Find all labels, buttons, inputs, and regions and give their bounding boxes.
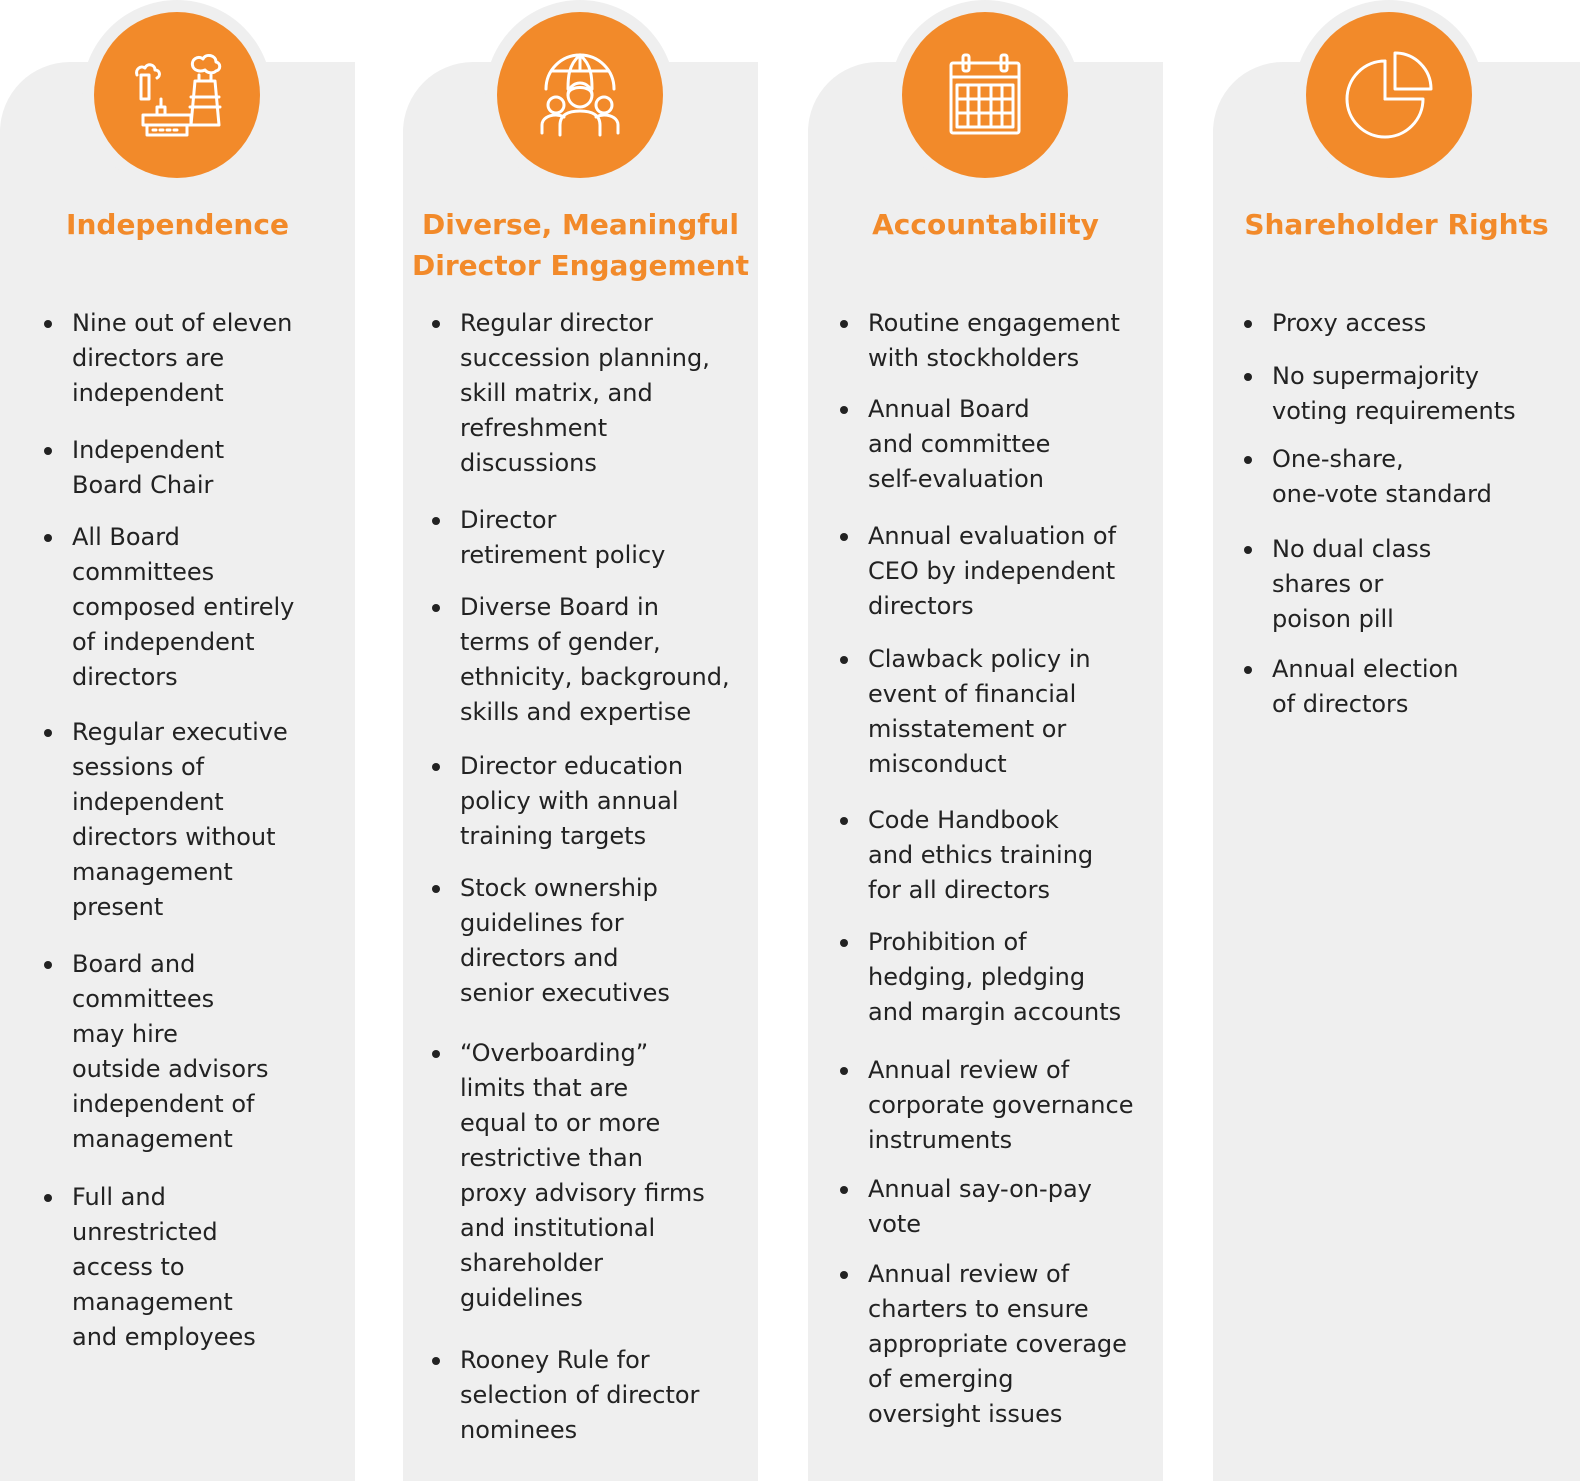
item-line: equal to or more [460, 1109, 661, 1137]
list-item [44, 947, 344, 1157]
item-line: poison pill [1272, 605, 1394, 633]
list-item [44, 715, 344, 925]
item-line: independent of [72, 1090, 255, 1118]
icon-circle [497, 12, 663, 178]
item-line: and ethics training [868, 841, 1094, 869]
item-line: Stock ownership [460, 874, 658, 902]
list-item [840, 925, 1160, 1030]
item-line: guidelines [460, 1284, 583, 1312]
column-title [0, 204, 355, 245]
item-line: Board Chair [72, 471, 214, 499]
item-line: Director [460, 506, 557, 534]
item-line: oversight issues [868, 1400, 1063, 1428]
item-line: for all directors [868, 876, 1050, 904]
list-item [840, 392, 1160, 497]
column-title [808, 204, 1163, 245]
item-line: succession planning, [460, 344, 710, 372]
icon-circle [94, 12, 260, 178]
item-line: Annual review of [868, 1260, 1070, 1288]
item-line: Proxy access [1272, 309, 1427, 337]
item-line: event of financial [868, 680, 1077, 708]
item-line: unrestricted [72, 1218, 218, 1246]
list-item [1244, 359, 1574, 429]
item-line: Annual election [1272, 655, 1459, 683]
item-line: misconduct [868, 750, 1007, 778]
column-title [1213, 204, 1580, 245]
item-line: directors without [72, 823, 276, 851]
item-line: guidelines for [460, 909, 624, 937]
item-line: directors [72, 663, 178, 691]
item-line: Prohibition of [868, 928, 1027, 956]
item-line: Clawback policy in [868, 645, 1091, 673]
item-line: voting requirements [1272, 397, 1516, 425]
item-line: refreshment [460, 414, 608, 442]
item-line: CEO by independent [868, 557, 1116, 585]
item-line: of independent [72, 628, 255, 656]
item-line: of emerging [868, 1365, 1014, 1393]
item-line: appropriate coverage [868, 1330, 1127, 1358]
list-item [44, 1180, 344, 1355]
column-title [403, 204, 758, 286]
item-line: management [72, 858, 233, 886]
item-line: One-share, [1272, 445, 1404, 473]
list-item [1244, 442, 1574, 512]
item-line: Full and [72, 1183, 166, 1211]
item-line: Annual say-on-pay [868, 1175, 1092, 1203]
item-line: access to [72, 1253, 185, 1281]
item-line: management [72, 1125, 233, 1153]
item-line: sessions of [72, 753, 205, 781]
item-line: committees [72, 558, 215, 586]
item-line: and margin accounts [868, 998, 1122, 1026]
item-line: skills and expertise [460, 698, 692, 726]
item-line: corporate governance [868, 1091, 1134, 1119]
item-line: No dual class [1272, 535, 1432, 563]
list-item [1244, 652, 1574, 722]
item-list [1244, 306, 1574, 722]
item-line: Diverse Board in [460, 593, 659, 621]
list-item [432, 306, 752, 481]
item-line: proxy advisory firms [460, 1179, 705, 1207]
list-item [432, 871, 752, 1011]
item-line: Routine engagement [868, 309, 1120, 337]
item-line: and employees [72, 1323, 256, 1351]
list-item [1244, 532, 1574, 637]
item-line: Annual evaluation of [868, 522, 1117, 550]
item-line: Independent [72, 436, 225, 464]
item-line: management [72, 1288, 233, 1316]
item-line: committees [72, 985, 215, 1013]
item-line: selection of director [460, 1381, 700, 1409]
item-line: Regular director [460, 309, 653, 337]
item-line: shareholder [460, 1249, 603, 1277]
item-line: misstatement or [868, 715, 1067, 743]
list-item [432, 1036, 752, 1316]
item-list [432, 306, 752, 1448]
item-line: instruments [868, 1126, 1013, 1154]
item-line: Regular executive [72, 718, 288, 746]
item-line: with stockholders [868, 344, 1080, 372]
item-line: charters to ensure [868, 1295, 1089, 1323]
list-item [44, 433, 344, 503]
title-text: Independence [66, 208, 289, 241]
icon-circle [902, 12, 1068, 178]
item-line: independent [72, 379, 224, 407]
item-line: policy with annual [460, 787, 679, 815]
item-line: hedging, pledging [868, 963, 1086, 991]
item-line: senior executives [460, 979, 670, 1007]
list-item [840, 803, 1160, 908]
item-line: skill matrix, and [460, 379, 653, 407]
item-line: terms of gender, [460, 628, 661, 656]
list-item [432, 749, 752, 854]
item-list [840, 306, 1160, 1432]
icon-circle [1306, 12, 1472, 178]
item-line: may hire [72, 1020, 178, 1048]
item-line: present [72, 893, 164, 921]
item-line: retirement policy [460, 541, 666, 569]
item-list [44, 306, 344, 1355]
item-line: Nine out of eleven [72, 309, 293, 337]
item-line: one-vote standard [1272, 480, 1492, 508]
list-item [840, 1053, 1160, 1158]
item-line: independent [72, 788, 224, 816]
item-line: discussions [460, 449, 597, 477]
item-line: Director education [460, 752, 684, 780]
factory-icon [127, 45, 227, 145]
list-item [432, 503, 752, 573]
title-text: Accountability [872, 208, 1099, 241]
item-line: All Board [72, 523, 180, 551]
list-item [840, 642, 1160, 782]
title-text: Director Engagement [412, 249, 749, 282]
item-line: directors and [460, 944, 619, 972]
list-item [840, 306, 1160, 376]
list-item [432, 1343, 752, 1448]
item-line: self-evaluation [868, 465, 1044, 493]
item-line: vote [868, 1210, 922, 1238]
item-line: and committee [868, 430, 1051, 458]
item-line: Board and [72, 950, 196, 978]
column-shareholder-rights [1213, 62, 1580, 1481]
item-line: restrictive than [460, 1144, 643, 1172]
list-item [44, 520, 344, 695]
list-item [840, 1257, 1160, 1432]
list-item [840, 519, 1160, 624]
item-line: outside advisors [72, 1055, 269, 1083]
item-line: and institutional [460, 1214, 656, 1242]
item-line: Annual Board [868, 395, 1030, 423]
item-line: limits that are [460, 1074, 629, 1102]
item-line: Annual review of [868, 1056, 1070, 1084]
list-item [44, 306, 344, 411]
item-line: training targets [460, 822, 647, 850]
list-item [1244, 306, 1574, 341]
item-line: composed entirely [72, 593, 295, 621]
item-line: directors are [72, 344, 225, 372]
item-line: Rooney Rule for [460, 1346, 650, 1374]
item-line: “Overboarding” [460, 1039, 649, 1067]
title-text: Diverse, Meaningful [422, 208, 739, 241]
globe-people-icon [530, 45, 630, 145]
list-item [432, 590, 752, 730]
list-item [840, 1172, 1160, 1242]
pie-chart-icon [1339, 45, 1439, 145]
item-line: ethnicity, background, [460, 663, 730, 691]
item-line: directors [868, 592, 974, 620]
item-line: of directors [1272, 690, 1409, 718]
calendar-icon [935, 45, 1035, 145]
item-line: Code Handbook [868, 806, 1059, 834]
title-text: Shareholder Rights [1244, 208, 1549, 241]
item-line: No supermajority [1272, 362, 1480, 390]
item-line: nominees [460, 1416, 578, 1444]
item-line: shares or [1272, 570, 1384, 598]
